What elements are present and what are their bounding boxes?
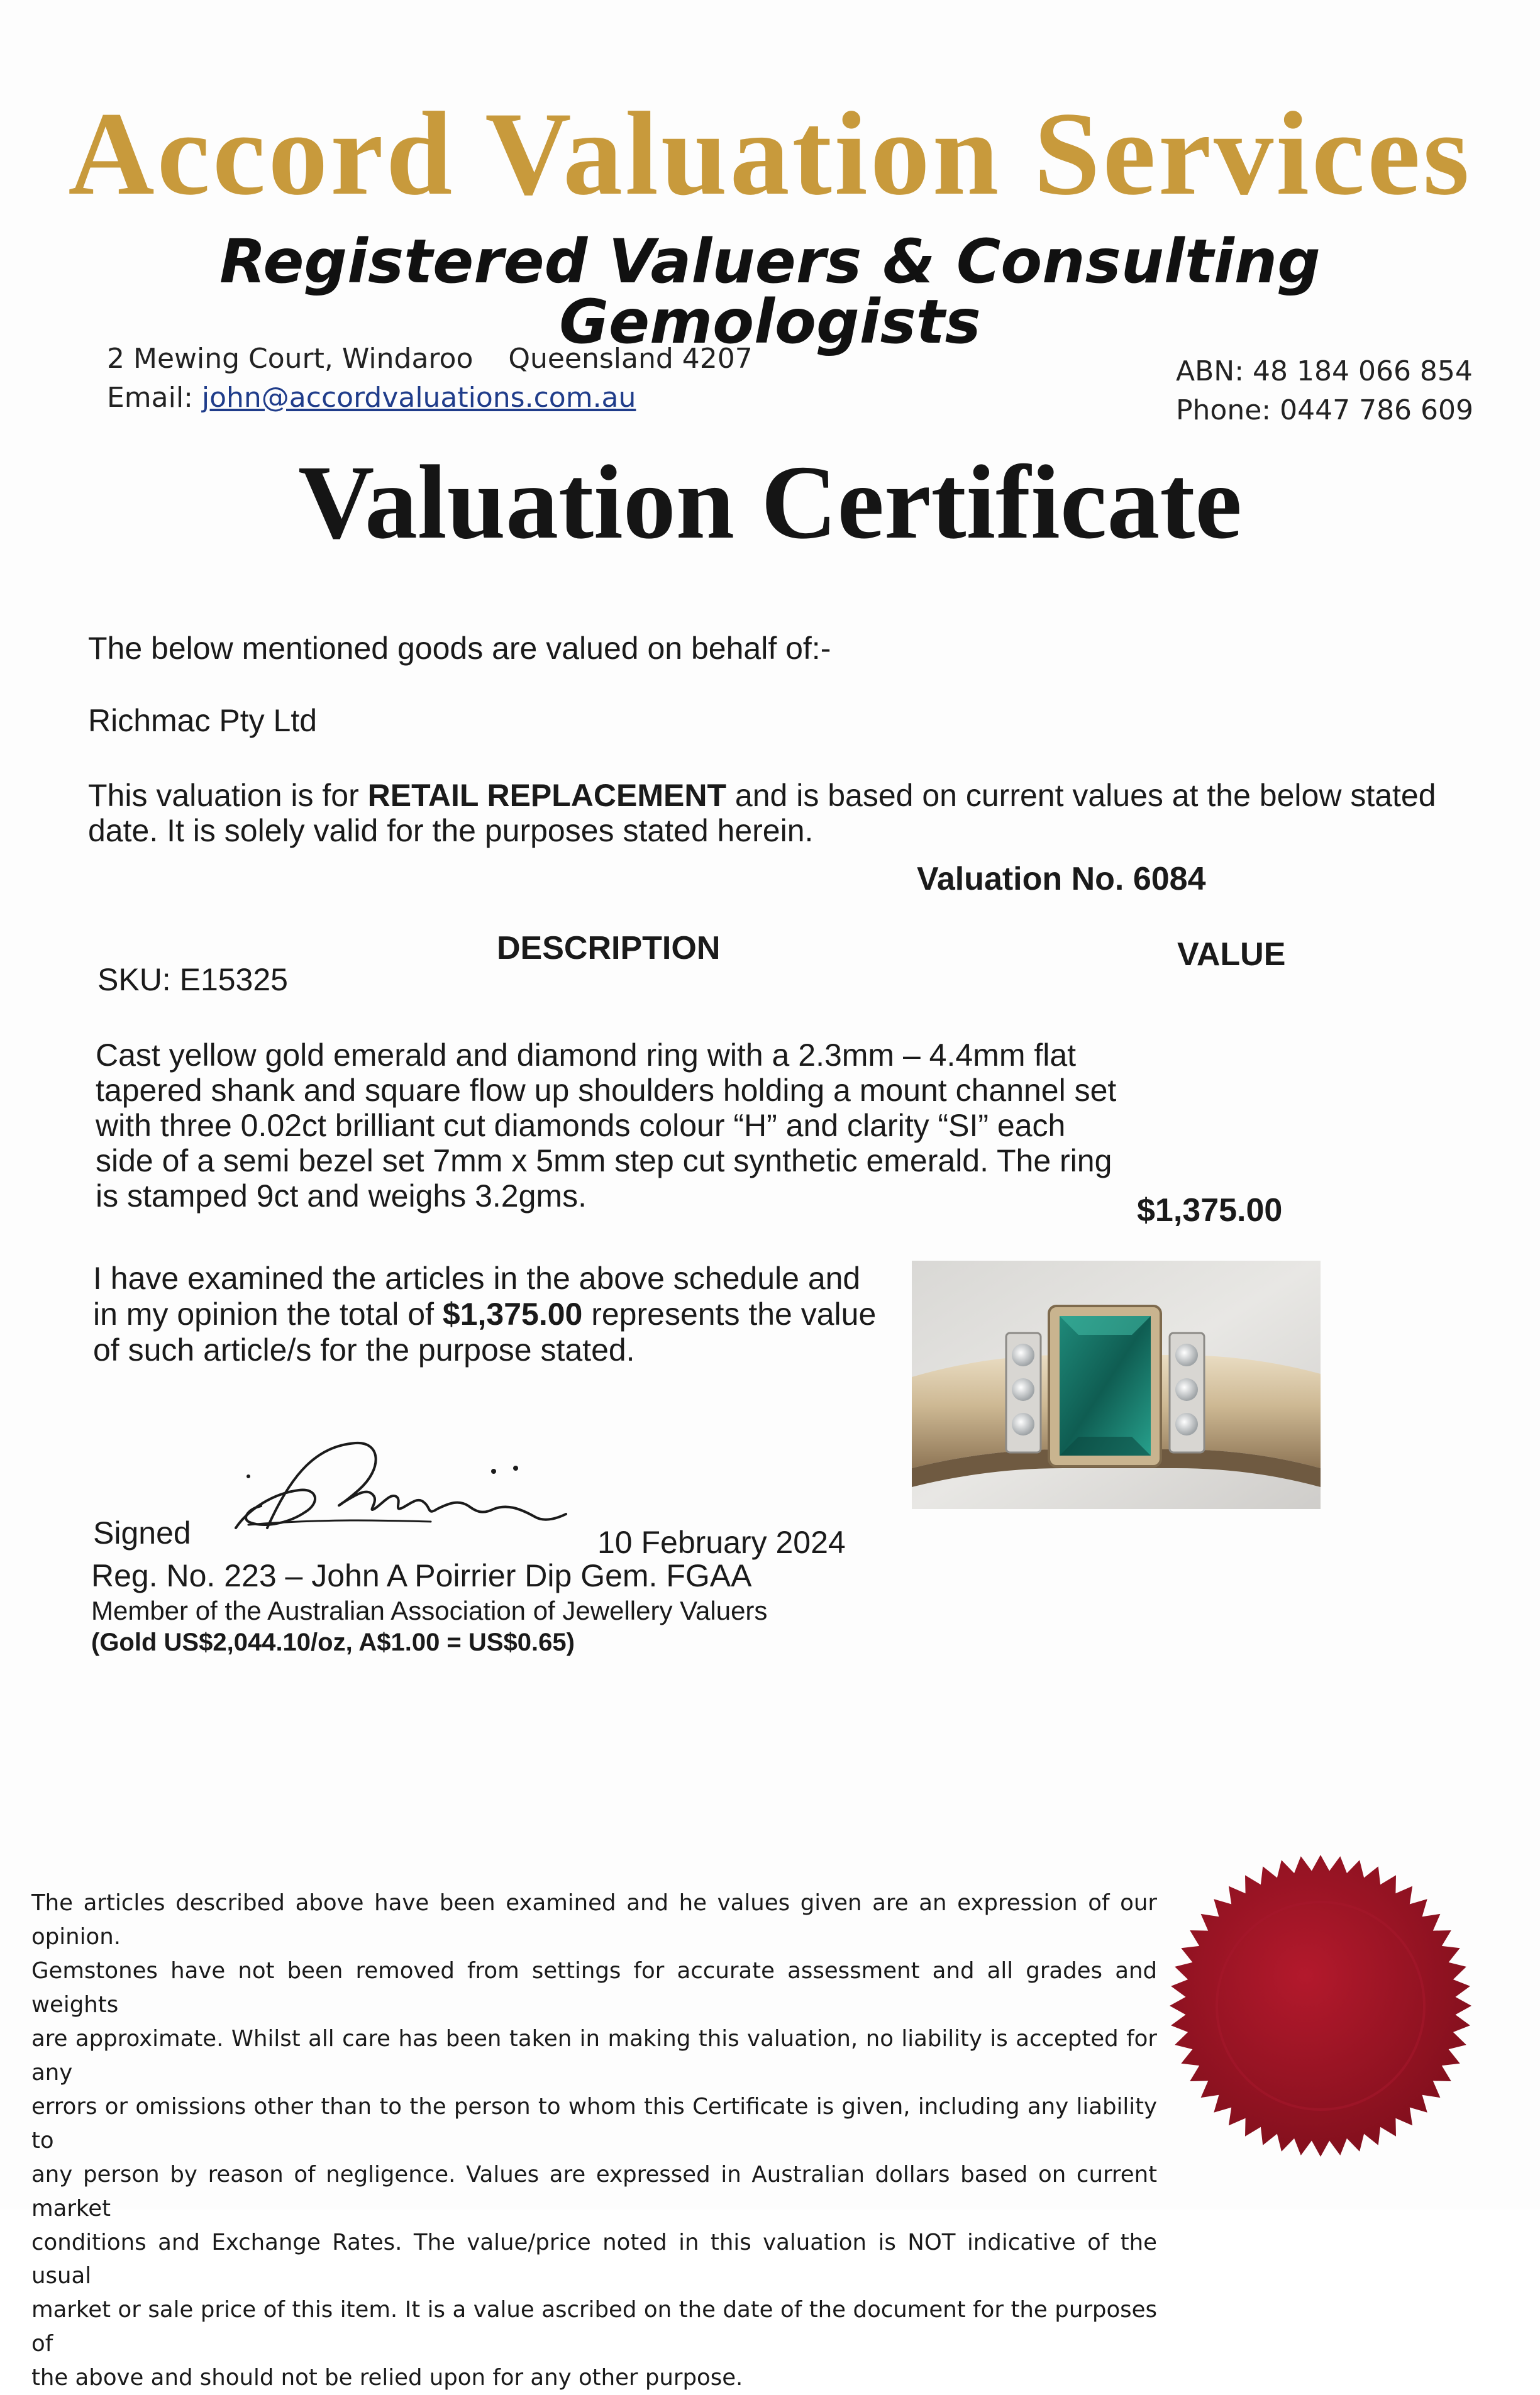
- item-value: $1,375.00: [1137, 1192, 1283, 1229]
- diamond: [1012, 1378, 1034, 1401]
- certificate-title: Valuation Certificate: [298, 444, 1242, 561]
- membership: Member of the Australian Association of Jewellery Valuers: [91, 1596, 768, 1625]
- diamond: [1175, 1344, 1198, 1366]
- red-wax-seal: [1163, 1849, 1478, 2163]
- opinion-line: I have examined the articles in the above schedule and: [93, 1261, 861, 1296]
- disclaimer-line: errors or omissions other than to the person to whom this Certificate is given, including any liability to: [31, 2093, 1157, 2154]
- disclaimer-line: Gemstones have not been removed from settings for accurate assessment and all grades and weights: [31, 1957, 1157, 2018]
- tagline: Registered Valuers & Consulting Gemologists: [219, 226, 1321, 357]
- description-line: tapered shank and square flow up shoulders holding a mount channel set: [96, 1073, 1117, 1108]
- sku: SKU: E15325: [97, 962, 288, 997]
- address: 2 Mewing Court, Windaroo Queensland 4207: [107, 343, 753, 375]
- valuation-number: Valuation No. 6084: [917, 861, 1206, 897]
- client-name: Richmac Pty Ltd: [88, 703, 318, 738]
- signature-image: [223, 1434, 575, 1544]
- diamond: [1012, 1413, 1034, 1435]
- phone: Phone: 0447 786 609: [1176, 394, 1474, 426]
- diamond: [1175, 1378, 1198, 1401]
- diamond: [1175, 1413, 1198, 1435]
- on-behalf-intro: The below mentioned goods are valued on behalf of:-: [88, 631, 831, 666]
- opinion-line: in my opinion the total of $1,375.00 represents the value: [93, 1297, 877, 1332]
- description-line: side of a semi bezel set 7mm x 5mm step cut synthetic emerald. The ring: [96, 1143, 1112, 1178]
- gold-rate: (Gold US$2,044.10/oz, A$1.00 = US$0.65): [91, 1629, 575, 1656]
- disclaimer-line: conditions and Exchange Rates. The value/price noted in this valuation is NOT indicative of the usual: [31, 2229, 1157, 2289]
- disclaimer: [31, 1886, 1157, 2395]
- description-line: with three 0.02ct brilliant cut diamonds colour “H” and clarity “SI” each: [96, 1108, 1066, 1143]
- value-heading: VALUE: [1177, 936, 1286, 973]
- abn: ABN: 48 184 066 854: [1176, 355, 1473, 387]
- email-link[interactable]: john@accordvaluations.com.au: [201, 381, 636, 414]
- email-label: Email:: [107, 381, 202, 414]
- disclaimer-line: The articles described above have been examined and he values given are an expression of our opinion.: [31, 1890, 1157, 1950]
- opinion-line: of such article/s for the purpose stated.: [93, 1332, 635, 1368]
- opinion-total: $1,375.00: [442, 1297, 583, 1332]
- emerald-diamond-ring-photo: [912, 1261, 1321, 1509]
- description-line: is stamped 9ct and weighs 3.2gms.: [96, 1178, 587, 1214]
- description-line: Cast yellow gold emerald and diamond ring with a 2.3mm – 4.4mm flat: [96, 1037, 1077, 1073]
- purpose-suffix: and is based on current values at the below stated date. It is solely valid for the purposes stated herein.: [88, 778, 1436, 848]
- company-name: Accord Valuation Services: [68, 88, 1472, 220]
- disclaimer-line: market or sale price of this item. It is a value ascribed on the date of the document for the purposes of: [31, 2297, 1157, 2357]
- diamond: [1012, 1344, 1034, 1366]
- purpose-paragraph: [88, 778, 1459, 848]
- signed-date: 10 February 2024: [597, 1525, 846, 1560]
- description-heading: DESCRIPTION: [497, 930, 721, 966]
- contact-right: [1176, 352, 1473, 429]
- disclaimer-line: the above and should not be relied upon for any other purpose.: [31, 2365, 743, 2391]
- item-description: [96, 1037, 1133, 1214]
- seal-shape: [1170, 1855, 1471, 2157]
- purpose-prefix: This valuation is for: [88, 778, 368, 813]
- registration: Reg. No. 223 – John A Poirrier Dip Gem. FGAA: [91, 1558, 752, 1593]
- purpose-type: RETAIL REPLACEMENT: [367, 778, 727, 813]
- disclaimer-line: are approximate. Whilst all care has been taken in making this valuation, no liability is accepted for any: [31, 2025, 1157, 2086]
- email-line: [107, 379, 753, 418]
- disclaimer-line: any person by reason of negligence. Values are expressed in Australian dollars based on current market: [31, 2161, 1157, 2221]
- emerald: [1060, 1316, 1151, 1456]
- opinion-paragraph: [93, 1261, 876, 1368]
- signed-label: Signed: [93, 1515, 191, 1551]
- contact-left: [107, 340, 753, 417]
